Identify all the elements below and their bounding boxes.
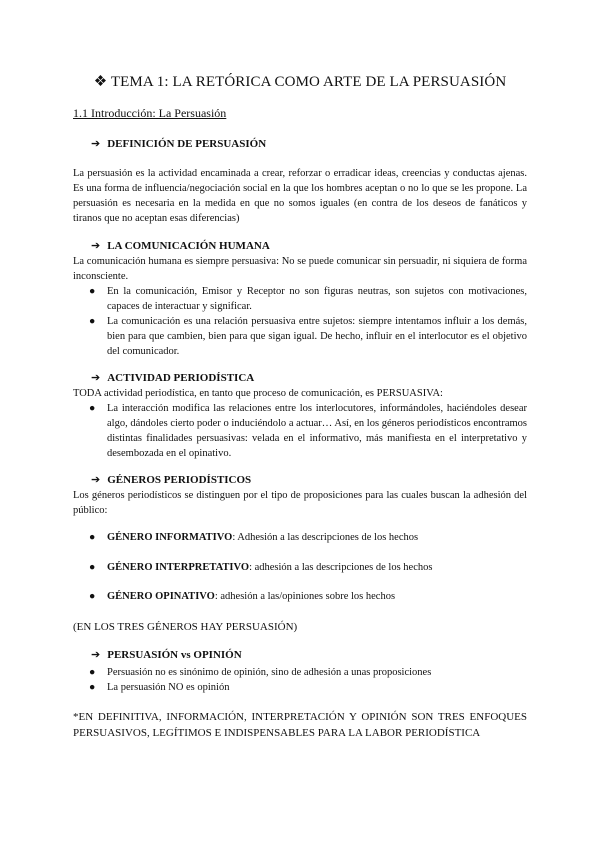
genre-name: GÉNERO INFORMATIVO xyxy=(107,532,233,543)
genre-name: GÉNERO OPINATIVO xyxy=(107,591,215,602)
bullet-icon: ● xyxy=(89,562,96,573)
arrow-icon: ➔ xyxy=(91,372,101,384)
arrow-icon: ➔ xyxy=(91,138,101,150)
heading-actividad-text: ACTIVIDAD PERIODÍSTICA xyxy=(107,372,255,384)
genre-informativo xyxy=(89,532,418,543)
bullet-icon: ● xyxy=(89,403,96,414)
list-actividad xyxy=(73,401,527,461)
arrow-icon: ➔ xyxy=(91,240,101,252)
final-conclusion: *EN DEFINITIVA, INFORMACIÓN, INTERPRETACIÓN Y OPINIÓN SON TRES ENFOQUES PERSUASIVOS, LEGÍTIMOS E INDISPENSABLES PARA LA LABOR PERIODÍSTICA xyxy=(73,711,527,739)
genre-opinativo xyxy=(89,591,395,602)
bullet-icon: ● xyxy=(89,532,96,543)
heading-persuasion-opinion xyxy=(91,648,242,661)
list-item-text: La persuasión NO es opinión xyxy=(107,682,230,693)
bullet-icon: ● xyxy=(89,682,96,693)
paragraph-generos: Los géneros periodísticos se distinguen por el tipo de proposiciones para las cuales buscan la adhesión del público: xyxy=(73,490,527,516)
section-intro-heading: 1.1 Introducción: La Persuasión xyxy=(73,106,227,120)
list-item-text: Persuasión no es sinónimo de opinión, sino de adhesión a unas proposiciones xyxy=(107,667,432,678)
list-item xyxy=(73,401,527,461)
bullet-icon: ● xyxy=(89,591,96,602)
list-item-text: En la comunicación, Emisor y Receptor no son figuras neutras, son sujetos con motivaciones, capaces de interactuar y significar. xyxy=(107,286,527,312)
genre-desc: : adhesión a las/opiniones sobre los hechos xyxy=(214,591,396,602)
heading-generos-text: GÉNEROS PERIODÍSTICOS xyxy=(107,474,252,486)
bullet-icon: ● xyxy=(89,316,96,327)
list-item xyxy=(73,665,527,680)
note-generos: (EN LOS TRES GÉNEROS HAY PERSUASIÓN) xyxy=(73,621,298,633)
paragraph-comunicacion: La comunicación humana es siempre persuasiva: No se puede comunicar sin persuadir, ni siquiera de forma inconsciente. xyxy=(73,256,527,282)
genre-desc: : adhesión a las descripciones de los hechos xyxy=(249,562,433,573)
list-item xyxy=(73,680,527,695)
heading-definicion xyxy=(91,137,266,150)
bullet-icon: ● xyxy=(89,667,96,678)
list-item-text: La comunicación es una relación persuasiva entre sujetos: siempre intentamos influir a los demás, bien para que cambien, bien para que sigan igual. De hecho, influir en el interlocutor es el objetivo del comunicador. xyxy=(107,316,527,357)
heading-comunicacion-text: LA COMUNICACIÓN HUMANA xyxy=(107,240,270,252)
list-persuasion-opinion xyxy=(73,665,527,695)
list-item-text: La interacción modifica las relaciones entre los interlocutores, informándoles, haciéndoles desear algo, dándoles cierto poder o induciéndolo a actuar… Así, en los géneros periodísticos encontramos distintas finalidades persuasivas: velada en el informativo, más manifiesta en el interpretativo y desembozada en el opinativo. xyxy=(107,403,527,459)
paragraph-actividad: TODA actividad periodística, en tanto que proceso de comunicación, es PERSUASIVA: xyxy=(73,388,443,399)
genre-desc: : Adhesión a las descripciones de los hechos xyxy=(232,532,419,543)
arrow-icon: ➔ xyxy=(91,474,101,486)
bullet-icon: ● xyxy=(89,286,96,297)
heading-persuasion-opinion-text: PERSUASIÓN vs OPINIÓN xyxy=(107,649,242,661)
page-title: ❖ TEMA 1: LA RETÓRICA COMO ARTE DE LA PERSUASIÓN xyxy=(93,74,507,90)
paragraph-definicion: La persuasión es la actividad encaminada a crear, reforzar o erradicar ideas, creencias y conductas ajenas. Es una forma de influencia/negociación social en la que los hombres aceptan o no lo que se les propone. La persuasión es necesaria en la medida en que no somos iguales (en contra de los deseos de fanáticos y tiranos que no aceptan esas diferencias) xyxy=(73,168,527,224)
genre-name: GÉNERO INTERPRETATIVO xyxy=(107,562,250,573)
heading-generos xyxy=(91,473,251,486)
arrow-icon: ➔ xyxy=(91,649,101,661)
list-item xyxy=(73,284,527,314)
heading-definicion-text: DEFINICIÓN DE PERSUASIÓN xyxy=(107,138,267,150)
genre-interpretativo xyxy=(89,562,432,573)
heading-actividad xyxy=(91,371,254,384)
list-comunicacion xyxy=(73,284,527,359)
heading-comunicacion xyxy=(91,239,270,252)
list-item xyxy=(73,314,527,359)
